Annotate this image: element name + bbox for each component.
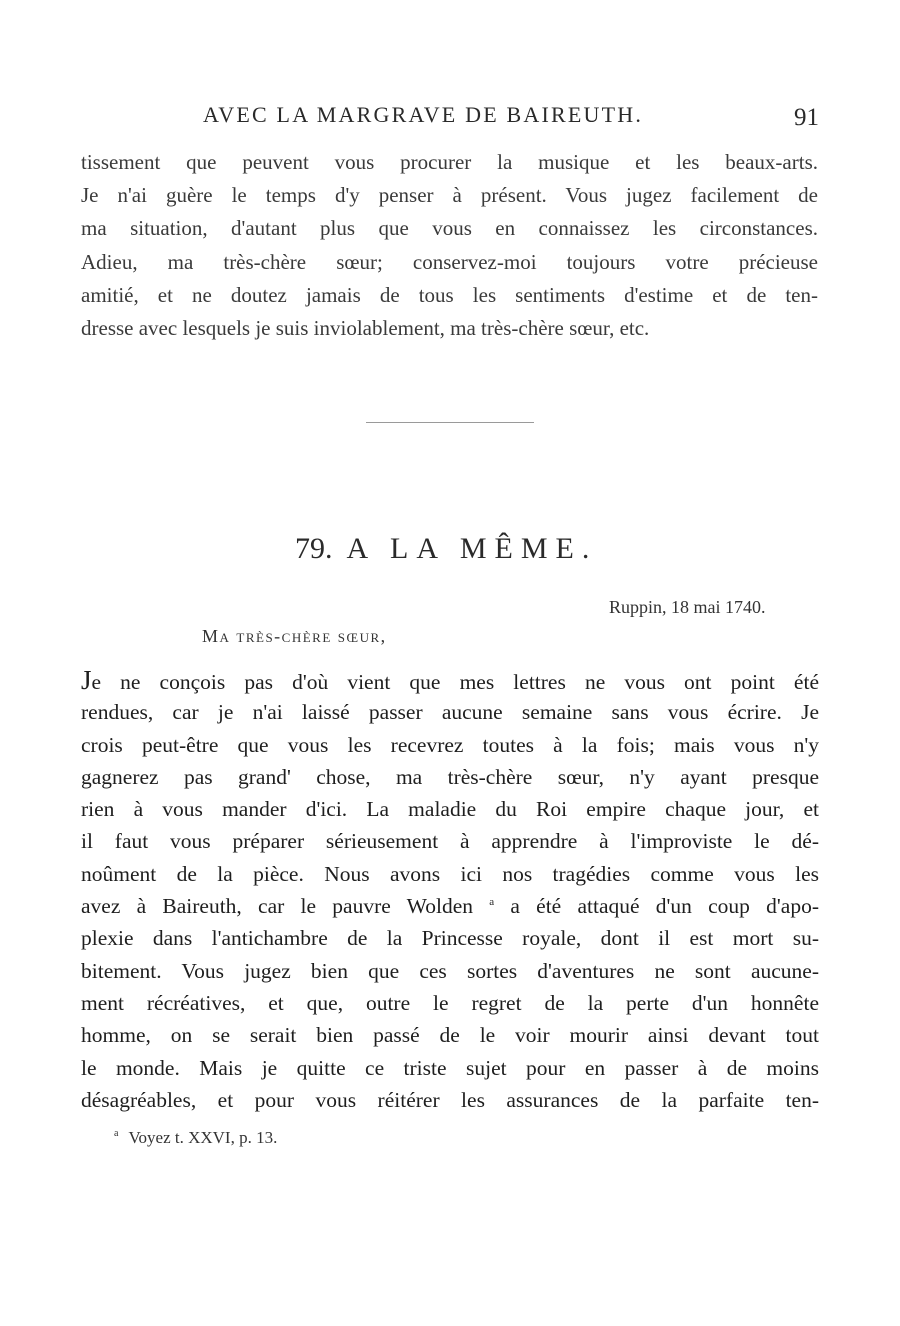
footnote-reference[interactable]: a <box>489 895 495 908</box>
text-line: il faut vous préparer sérieusement à apprendre à l'improviste le dé- <box>81 829 819 854</box>
text-line: crois peut-être que vous les recevrez toutes à la fois; mais vous n'y <box>81 732 819 757</box>
text-line: amitié, et ne doutez jamais de tous les sentiments d'estime et de ten- <box>81 282 818 307</box>
footnote-text: Voyez t. XXVI, p. 13. <box>128 1128 278 1147</box>
text-line: dresse avec lesquels je suis inviolablement, ma très-chère sœur, etc. <box>81 315 650 340</box>
text-line: rien à vous mander d'ici. La maladie du Roi empire chaque jour, et <box>81 797 819 822</box>
text-line <box>81 664 819 696</box>
text-line: rendues, car je n'ai laissé passer aucune semaine sans vous écrire. Je <box>81 700 819 725</box>
text-line: homme, on se serait bien passé de le voir mourir ainsi devant tout <box>81 1023 819 1048</box>
text-line: Adieu, ma très-chère sœur; conservez-moi toujours votre précieuse <box>81 249 818 274</box>
dateline: Ruppin, 18 mai 1740. <box>609 597 766 617</box>
salutation-text: Ma très-chère sœur, <box>202 626 387 646</box>
text-line: bitement. Vous jugez bien que ces sortes d'aventures ne sont aucune- <box>81 958 819 983</box>
text-line <box>81 890 819 922</box>
salutation <box>202 626 387 647</box>
page-number: 91 <box>794 104 819 131</box>
text-line: tissement que peuvent vous procurer la musique et les beaux-arts. <box>81 150 818 174</box>
text-line: Je n'ai guère le temps d'y penser à présent. Vous jugez facilement de <box>81 183 818 208</box>
text-line: ment récréatives, et que, outre le regret de la perte d'un honnête <box>81 990 819 1015</box>
text-line-content: a été attaqué d'un coup d'apo- <box>510 894 820 919</box>
letter-body <box>81 664 819 1116</box>
drop-cap: J <box>81 665 92 695</box>
previous-letter-ending <box>81 146 818 345</box>
text-line: désagréables, et pour vous réitérer les assurances de la parfaite ten- <box>81 1087 819 1112</box>
running-head: AVEC LA MARGRAVE DE BAIREUTH. <box>203 102 644 127</box>
text-line-content: avez à Baireuth, car le pauvre Wolden <box>81 894 473 919</box>
letter-heading <box>295 532 597 566</box>
section-divider <box>366 422 534 423</box>
text-line: ma situation, d'autant plus que vous en connaissez les circonstances. <box>81 216 818 241</box>
text-line-content: e ne conçois pas d'où vient que mes lettres ne vous ont point été <box>91 670 819 694</box>
footnote-marker: a <box>114 1128 119 1140</box>
letter-title: A LA MÊME. <box>346 532 598 565</box>
text-line: plexie dans l'antichambre de la Princesse royale, dont il est mort su- <box>81 926 819 951</box>
footnote <box>114 1128 277 1148</box>
text-line: noûment de la pièce. Nous avons ici nos tragédies comme vous les <box>81 861 819 886</box>
text-line: gagnerez pas grand' chose, ma très-chère sœur, n'y ayant presque <box>81 764 819 789</box>
letter-number: 79. <box>295 532 333 565</box>
text-line: le monde. Mais je quitte ce triste sujet pour en passer à de moins <box>81 1055 819 1080</box>
